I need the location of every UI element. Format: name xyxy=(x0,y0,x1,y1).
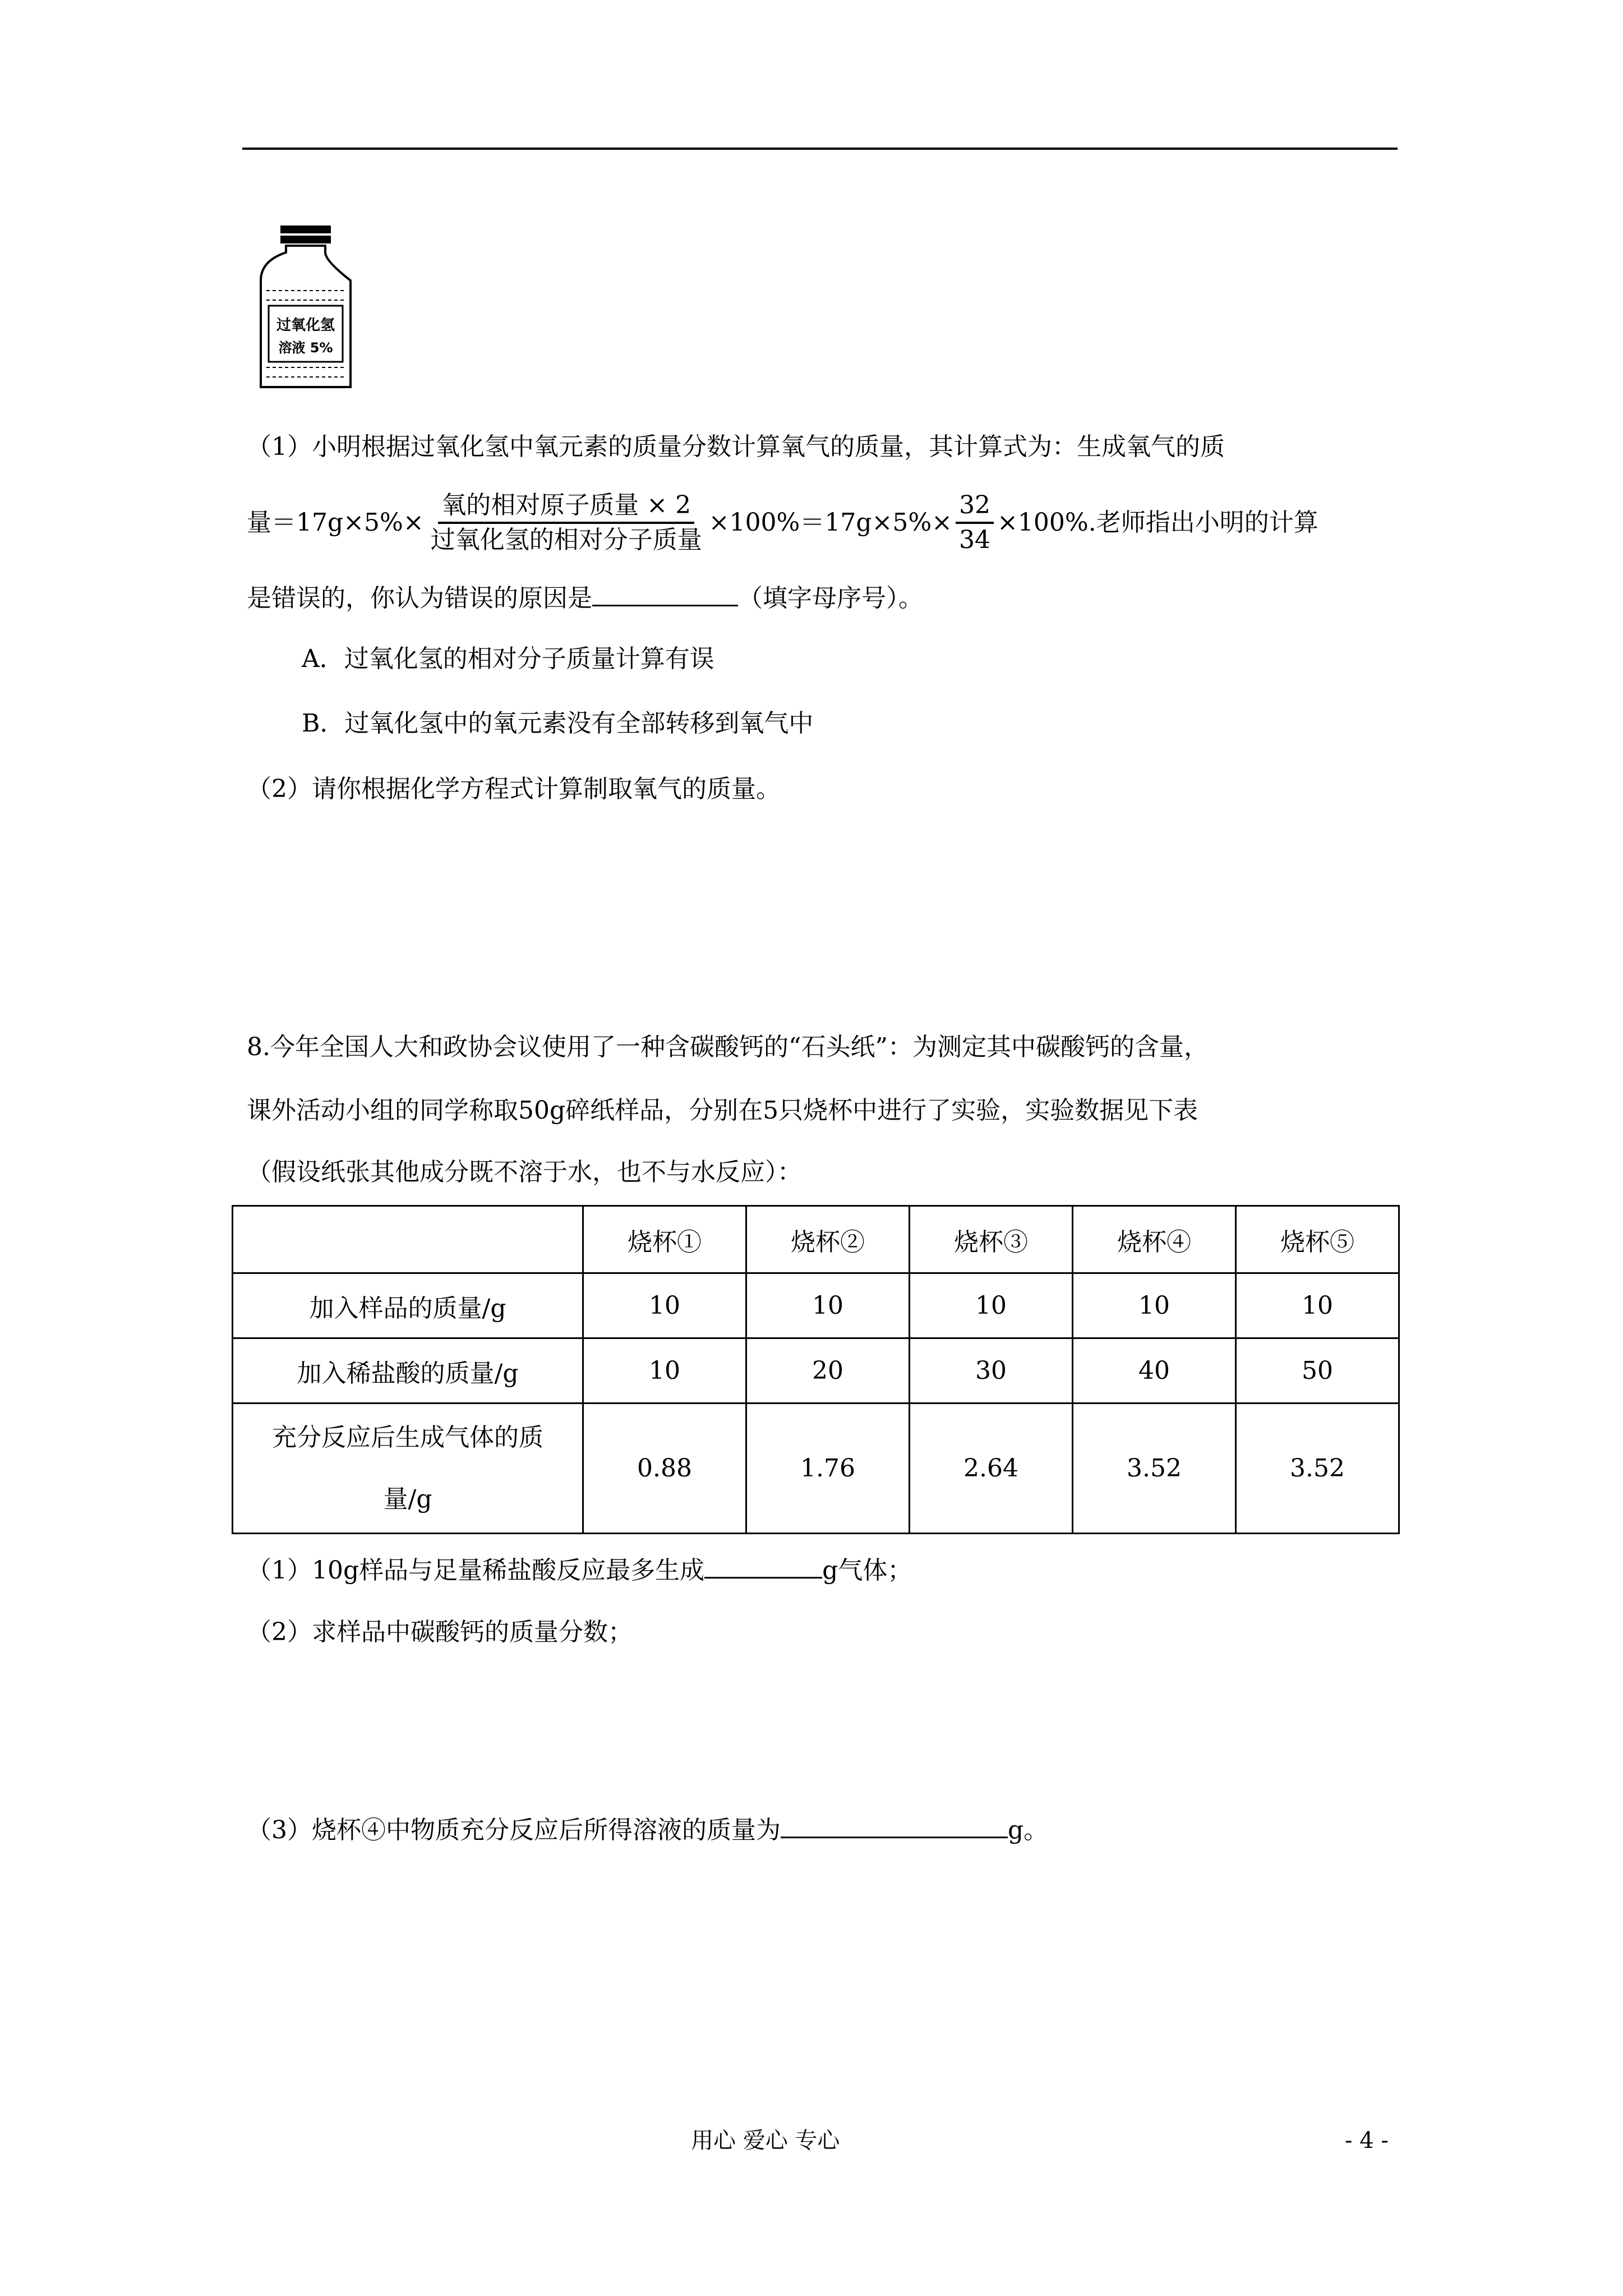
q7-option-a: A．过氧化氢的相对分子质量计算有误 xyxy=(302,645,714,673)
q8-sub3-prefix: （3）烧杯④中物质充分反应后所得溶液的质量为 xyxy=(247,1816,781,1844)
table-header-cell: 烧杯① xyxy=(583,1206,746,1273)
q8-sub2: （2）求样品中碳酸钙的质量分数； xyxy=(247,1618,633,1646)
table-header-cell: 烧杯③ xyxy=(910,1206,1073,1273)
table-cell: 10 xyxy=(1073,1273,1236,1338)
fraction-32-34 xyxy=(956,489,994,556)
q7-line3-prefix: 是错误的，你认为错误的原因是 xyxy=(247,584,592,613)
table-cell: 3.52 xyxy=(1236,1404,1399,1534)
fraction-oxygen-ratio xyxy=(427,489,706,556)
q8-sub3 xyxy=(247,1814,1048,1847)
table-cell: 10 xyxy=(746,1273,910,1338)
q8-sub1-suffix: g气体； xyxy=(822,1556,912,1585)
table-cell: 3.52 xyxy=(1073,1404,1236,1534)
bottle-label-line1: 过氧化氢 xyxy=(276,317,335,334)
q8-line1: 8.今年全国人大和政协会议使用了一种含碳酸钙的“石头纸”：为测定其中碳酸钙的含量， xyxy=(247,1033,1209,1061)
fraction-numerator: 氧的相对原子质量 × 2 xyxy=(438,489,694,524)
q7-part1-line1: （1）小明根据过氧化氢中氧元素的质量分数计算氧气的质量，其计算式为：生成氧气的质 xyxy=(247,432,1225,461)
table-row xyxy=(233,1404,1399,1534)
q8-sub3-suffix: g。 xyxy=(1008,1816,1049,1844)
fraction-numerator: 32 xyxy=(956,489,994,524)
table-row-label: 加入稀盐酸的质量/g xyxy=(233,1338,583,1404)
table-row xyxy=(233,1273,1399,1338)
header-rule xyxy=(242,148,1398,150)
table-row xyxy=(233,1338,1399,1404)
page-number: - 4 - xyxy=(1345,2128,1389,2154)
table-cell: 20 xyxy=(746,1338,910,1404)
footer-motto: 用心 爱心 专心 xyxy=(691,2128,840,2154)
table-row-label xyxy=(233,1404,583,1534)
row-label-line2: 量/g xyxy=(383,1484,432,1513)
table-cell: 50 xyxy=(1236,1338,1399,1404)
table-cell: 10 xyxy=(910,1273,1073,1338)
table-header-cell: 烧杯④ xyxy=(1073,1206,1236,1273)
q7-option-b: B．过氧化氢中的氧元素没有全部转移到氧气中 xyxy=(302,709,814,738)
table-cell: 10 xyxy=(1236,1273,1399,1338)
fraction-denominator: 34 xyxy=(959,526,991,554)
table-header-row xyxy=(233,1206,1399,1273)
q8-sub1 xyxy=(247,1554,912,1588)
table-header-cell: 烧杯⑤ xyxy=(1236,1206,1399,1273)
hydrogen-peroxide-bottle-illustration xyxy=(255,224,356,393)
experiment-data-table xyxy=(232,1205,1400,1534)
fraction-denominator: 过氧化氢的相对分子质量 xyxy=(430,526,702,554)
table-cell: 40 xyxy=(1073,1338,1236,1404)
q7-part1-line3 xyxy=(247,582,923,615)
q7-part2: （2）请你根据化学方程式计算制取氧气的质量。 xyxy=(247,775,781,803)
q8-line3: （假设纸张其他成分既不溶于水，也不与水反应）： xyxy=(247,1158,802,1186)
answer-blank-q8-3[interactable] xyxy=(781,1814,1008,1838)
row-label-line1: 充分反应后生成气体的质 xyxy=(272,1423,543,1452)
answer-blank-q7-1[interactable] xyxy=(592,582,738,606)
formula-prefix: 量＝17g×5%× xyxy=(247,508,424,537)
table-cell: 10 xyxy=(583,1338,746,1404)
table-cell: 10 xyxy=(583,1273,746,1338)
table-header-cell xyxy=(233,1206,583,1273)
table-cell: 1.76 xyxy=(746,1404,910,1534)
table-header-cell: 烧杯② xyxy=(746,1206,910,1273)
q7-line3-suffix: （填字母序号）。 xyxy=(738,584,923,613)
q8-sub1-prefix: （1）10g样品与足量稀盐酸反应最多生成 xyxy=(247,1556,705,1585)
table-cell: 0.88 xyxy=(583,1404,746,1534)
table-cell: 2.64 xyxy=(910,1404,1073,1534)
q8-line2: 课外活动小组的同学称取50g碎纸样品，分别在5只烧杯中进行了实验，实验数据见下表 xyxy=(247,1096,1198,1125)
formula-mid: ×100%＝17g×5%× xyxy=(708,508,953,537)
answer-blank-q8-1[interactable] xyxy=(704,1554,822,1579)
table-cell: 30 xyxy=(910,1338,1073,1404)
bottle-label-line2: 溶液 5% xyxy=(278,340,333,356)
table-row-label: 加入样品的质量/g xyxy=(233,1273,583,1338)
formula-suffix: ×100%.老师指出小明的计算 xyxy=(997,508,1318,537)
q7-part1-formula-line xyxy=(247,489,1318,556)
